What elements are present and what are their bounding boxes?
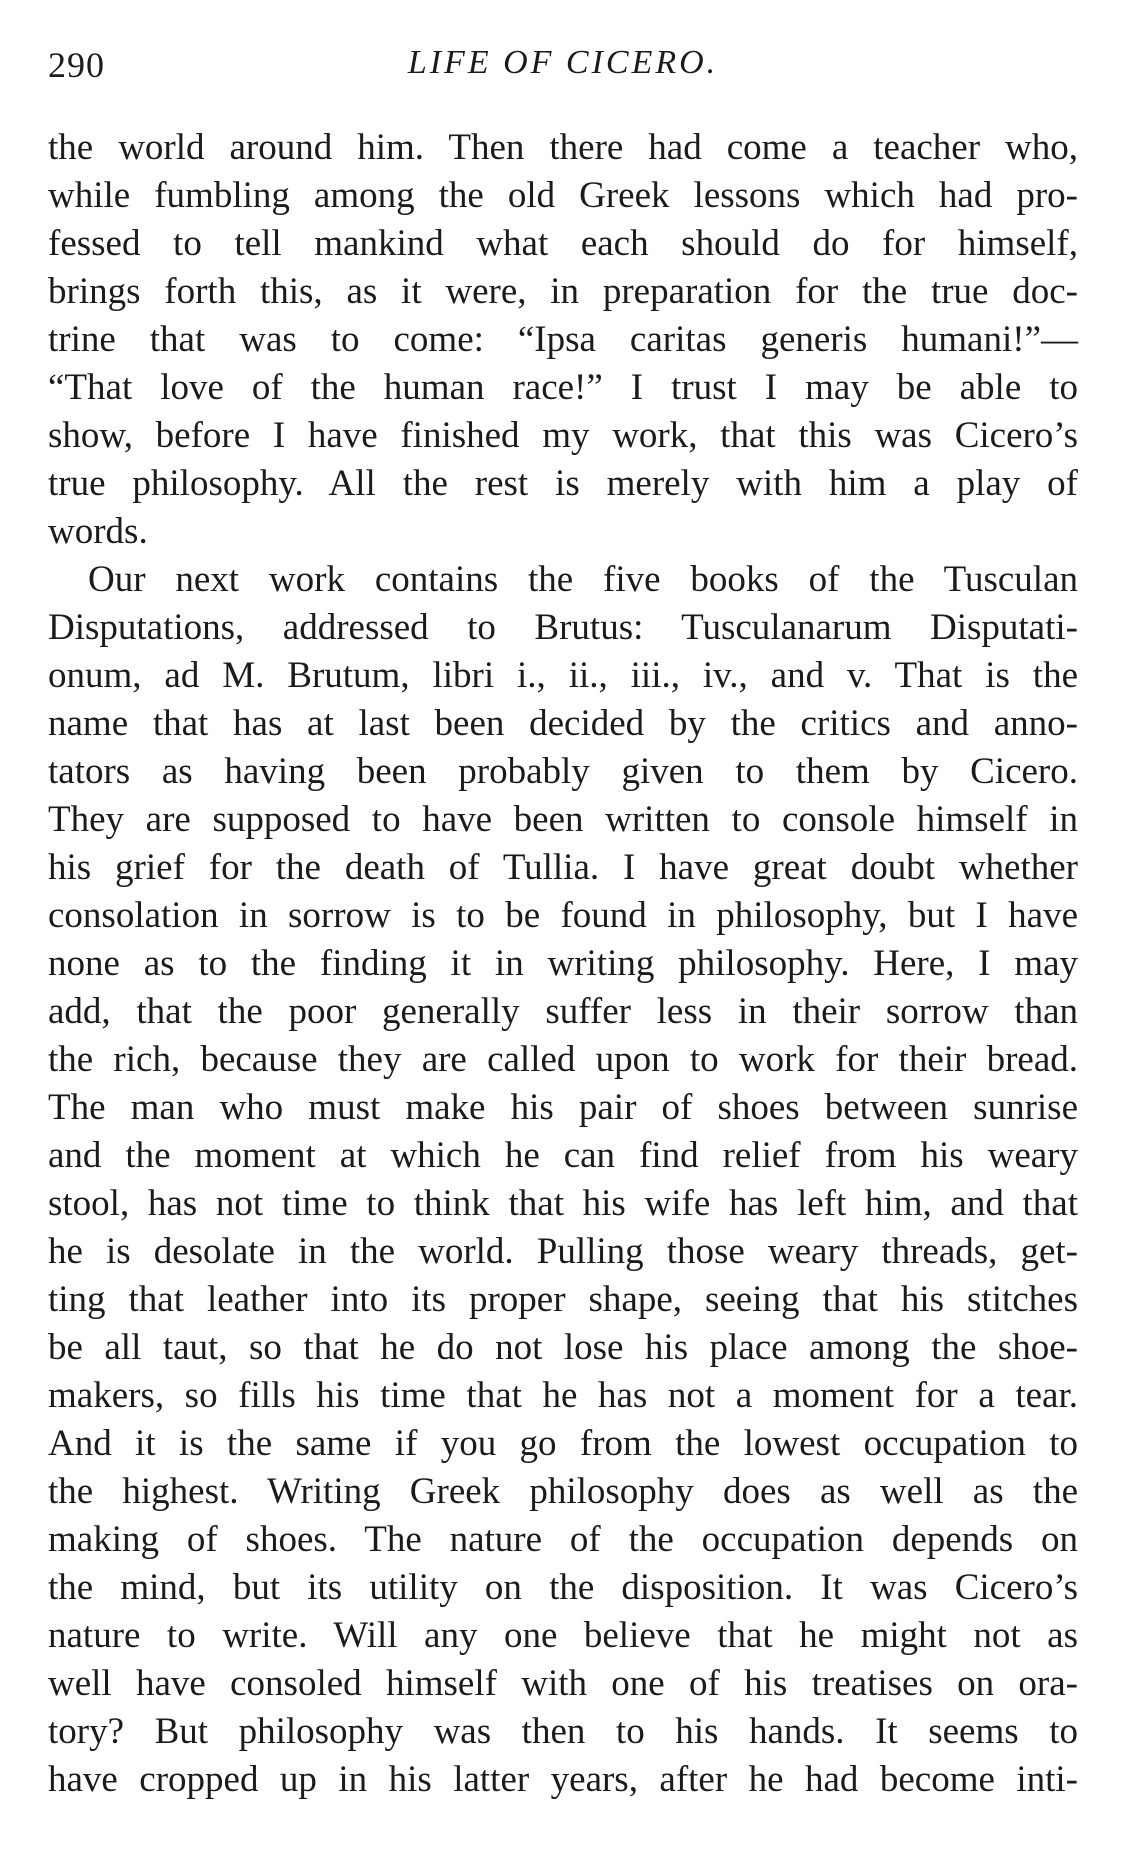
text-line: the mind, but its utility on the disposition. It was Cicero’s [48, 1567, 1078, 1608]
text-line: the world around him. Then there had come a teacher who, [48, 127, 1078, 168]
text-line: true philosophy. All the rest is merely with him a play of [48, 463, 1078, 504]
page-header [48, 44, 1078, 94]
page-number: 290 [48, 45, 105, 85]
text-line: he is desolate in the world. Pulling those weary threads, get- [48, 1231, 1078, 1272]
text-line: And it is the same if you go from the lowest occupation to [48, 1423, 1078, 1464]
text-line: none as to the finding it in writing philosophy. Here, I may [48, 943, 1078, 984]
body-text [48, 124, 1078, 1804]
text-line: stool, has not time to think that his wife has left him, and that [48, 1183, 1078, 1224]
text-line: onum, ad M. Brutum, libri i., ii., iii., iv., and v. That is the [48, 655, 1078, 696]
text-line: brings forth this, as it were, in preparation for the true doc- [48, 271, 1078, 312]
text-line: his grief for the death of Tullia. I have great doubt whether [48, 847, 1078, 888]
text-line: consolation in sorrow is to be found in philosophy, but I have [48, 895, 1078, 936]
text-line: show, before I have finished my work, that this was Cicero’s [48, 415, 1078, 456]
text-line: ting that leather into its proper shape, seeing that his stitches [48, 1279, 1078, 1320]
text-line: fessed to tell mankind what each should do for himself, [48, 223, 1078, 264]
text-line: They are supposed to have been written to console himself in [48, 799, 1078, 840]
text-line: “That love of the human race!” I trust I may be able to [48, 367, 1078, 408]
text-line: well have consoled himself with one of his treatises on ora- [48, 1663, 1078, 1704]
paragraph-first-line: Our next work contains the five books of the Tusculan [88, 559, 1078, 600]
text-line: while fumbling among the old Greek lessons which had pro- [48, 175, 1078, 216]
running-title: LIFE OF CICERO. [407, 44, 719, 81]
text-line: have cropped up in his latter years, after he had become inti- [48, 1759, 1078, 1800]
text-line: words. [48, 511, 148, 552]
text-line: name that has at last been decided by the critics and anno- [48, 703, 1078, 744]
text-line: tory? But philosophy was then to his hands. It seems to [48, 1711, 1078, 1752]
text-line: trine that was to come: “Ipsa caritas generis humani!”— [48, 319, 1078, 360]
text-line: add, that the poor generally suffer less in their sorrow than [48, 991, 1078, 1032]
text-line: The man who must make his pair of shoes between sunrise [48, 1087, 1078, 1128]
text-line: makers, so fills his time that he has not a moment for a tear. [48, 1375, 1078, 1416]
text-line: and the moment at which he can find relief from his weary [48, 1135, 1078, 1176]
text-line: nature to write. Will any one believe that he might not as [48, 1615, 1078, 1656]
text-line: Disputations, addressed to Brutus: Tusculanarum Disputati- [48, 607, 1078, 648]
text-line: making of shoes. The nature of the occupation depends on [48, 1519, 1078, 1560]
text-line: the rich, because they are called upon to work for their bread. [48, 1039, 1078, 1080]
text-line: the highest. Writing Greek philosophy does as well as the [48, 1471, 1078, 1512]
text-line: tators as having been probably given to them by Cicero. [48, 751, 1078, 792]
text-line: be all taut, so that he do not lose his place among the shoe- [48, 1327, 1078, 1368]
